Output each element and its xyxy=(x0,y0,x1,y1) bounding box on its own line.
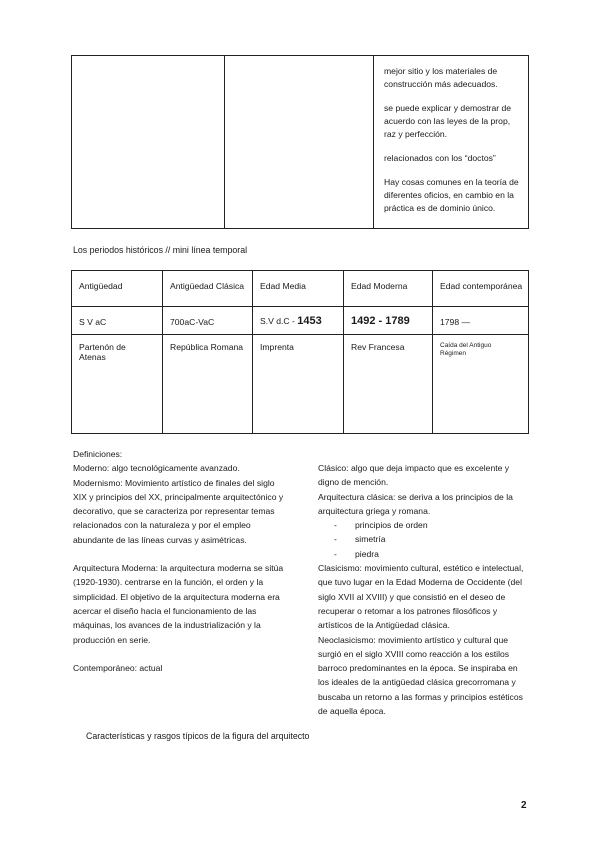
date-edad-media-prefix: S.V d.C - xyxy=(260,316,295,326)
bullet-orden: - principios de orden xyxy=(318,518,530,532)
header-edad-media: Edad Media xyxy=(253,271,344,307)
header-antiguedad: Antigüedad xyxy=(72,271,163,307)
definitions-title: Definiciones: xyxy=(73,449,123,459)
event-republica-romana: República Romana xyxy=(163,335,253,434)
event-caida-antiguo-regimen xyxy=(433,335,529,434)
periods-title: Los periodos históricos // mini línea temporal xyxy=(73,245,248,255)
def-clasicismo: Clasicismo: movimiento cultural, estético e intelectual, que tuvo lugar en la Edad Moderna de Occidente (del siglo XVII al XVIII) y que consistió en el deseo de recuperar o retomar a los patrones filosóficos y artísticos de la Antigüedad clásica. xyxy=(318,563,524,631)
bullet-simetria: - simetría xyxy=(318,532,530,546)
event-partenon: Partenón de Atenas xyxy=(72,335,163,434)
def-moderno: Moderno: algo tecnológicamente avanzado. xyxy=(73,463,240,474)
closing-heading: Características y rasgos típicos de la figura del arquitecto xyxy=(86,731,310,741)
note-1: mejor sitio y los materiales de construcción más adecuados. xyxy=(384,66,498,89)
definitions-right-column xyxy=(318,461,530,718)
date-edad-contemporanea: 1798 — xyxy=(433,307,529,335)
date-antiguedad: S V aC xyxy=(72,307,163,335)
header-antiguedad-clasica: Antigüedad Clásica xyxy=(163,271,253,307)
note-4: Hay cosas comunes en la teoría de diferentes oficios, en cambio en la práctica es de dominio único. xyxy=(384,177,519,213)
date-edad-moderna xyxy=(344,307,433,335)
def-arquitectura-moderna: Arquitectura Moderna: la arquitectura moderna se sitúa (1920-1930). centrarse en la función, el orden y la simplicidad. El objetivo de la arquitectura moderna era acercar el diseño hacia el funcionamiento de las máquinas, los avances de la industrialización y la producción en serie. xyxy=(73,563,284,645)
notes-table-cell-1 xyxy=(72,56,225,229)
event-imprenta: Imprenta xyxy=(253,335,344,434)
event-caida-antiguo-regimen-text: Caída del Antiguo Régimen xyxy=(440,342,492,357)
note-2: se puede explicar y demostrar de acuerdo con las leyes de la prop, raz y perfección. xyxy=(384,103,512,139)
notes-table-cell-2 xyxy=(225,56,374,229)
def-neoclasicismo: Neoclasicismo: movimiento artístico y cultural que surgió en el siglo XVIII como reacción a los estilos barroco predominantes en la época. Se inspiraba en los ideales de la antigüedad clásica grecorromana y buscaba un retorno a las formas y principios estéticos de aquella época. xyxy=(318,634,523,717)
periods-table xyxy=(71,270,529,434)
page-number: 2 xyxy=(521,800,527,811)
header-edad-moderna: Edad Moderna xyxy=(344,271,433,307)
event-rev-francesa: Rev Francesa xyxy=(344,335,433,434)
date-edad-media-year: 1453 xyxy=(297,315,322,327)
def-clasico: Clásico: algo que deja impacto que es excelente y digno de mención. xyxy=(318,463,510,488)
header-edad-contemporanea: Edad contemporánea xyxy=(433,271,529,307)
def-contemporaneo: Contemporáneo: actual xyxy=(73,662,163,673)
date-antiguedad-clasica: 700aC-VaC xyxy=(163,307,253,335)
note-3: relacionados con los “doctos” xyxy=(384,153,496,163)
def-modernismo: Modernismo: Movimiento artístico de finales del siglo XIX y principios del XX, principalmente arquitectónico y decorativo, que se caracteriza por representar temas relacionados con la naturaleza y por el empleo abundante de las líneas curvas y asimétricas. xyxy=(73,477,284,545)
date-edad-media xyxy=(253,307,344,335)
notes-table xyxy=(71,55,529,229)
bullet-piedra: - piedra xyxy=(318,547,530,561)
def-arquitectura-clasica: Arquitectura clásica: se deriva a los principios de la arquitectura griega y romana. xyxy=(318,491,513,516)
date-edad-moderna-range: 1492 - 1789 xyxy=(351,315,410,327)
arquitectura-clasica-bullets xyxy=(318,518,530,561)
notes-table-cell-3 xyxy=(374,56,529,229)
definitions-left-column xyxy=(73,447,285,675)
